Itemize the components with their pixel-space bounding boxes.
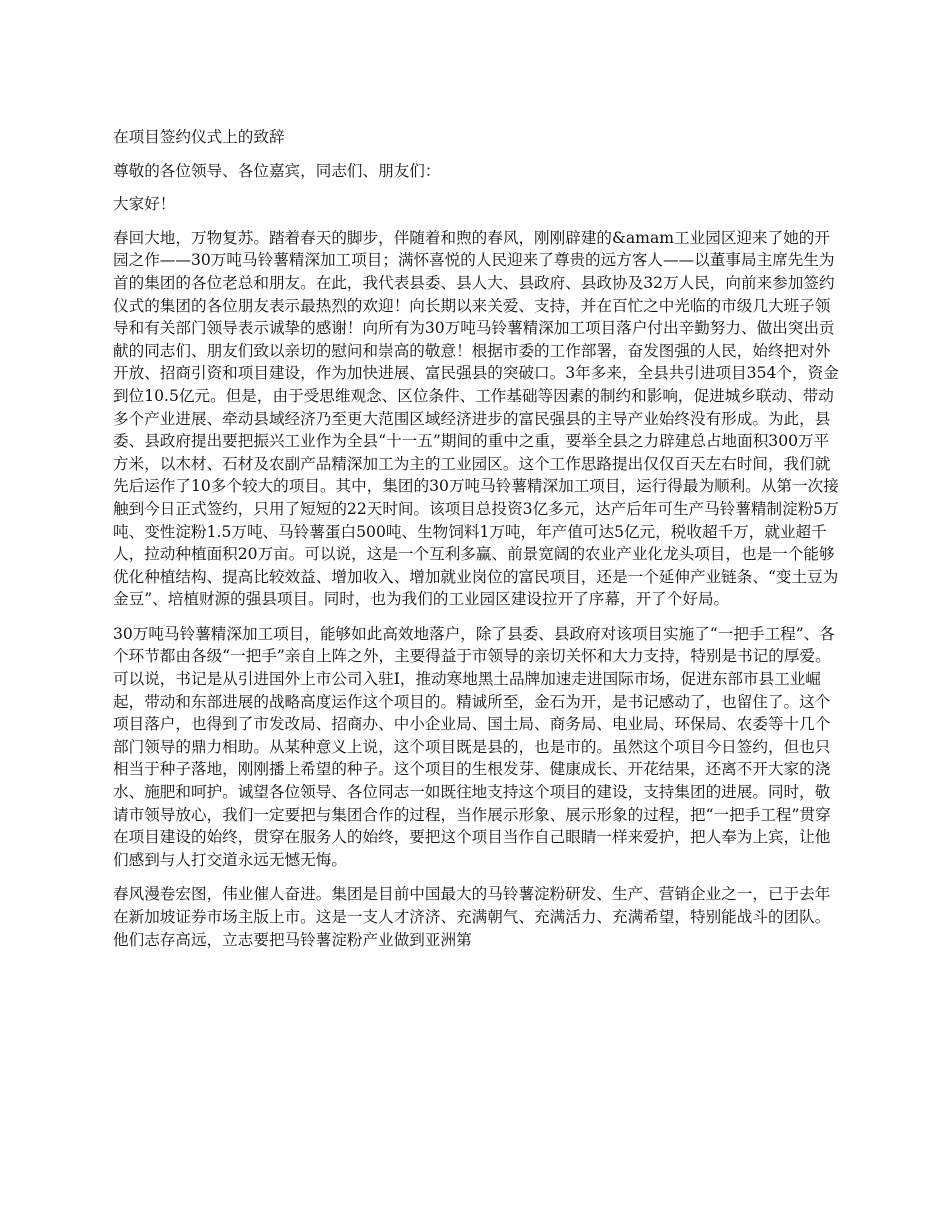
paragraph-1: 春回大地，万物复苏。踏着春天的脚步，伴随着和煦的春风，刚刚辟建的&amam工业园区迎来了她的开园之作——30万吨马铃薯精深加工项目；满怀喜悦的人民迎来了尊贵的远方客人——以董事局主席先生为首的集团的各位老总和朋友。在此，我代表县委、县人大、县政府、县政协及32万人民，向前来参加签约仪式的集团的各位朋友表示最热烈的欢迎！向长期以来关爱、支持，并在百忙之中光临的市级几大班子领导和有关部门领导表示诚挚的感谢！向所有为30万吨马铃薯精深加工项目落户付出辛勤努力、做出突出贡献的同志们、朋友们致以亲切的慰问和崇高的敬意！根据市委的工作部署，奋发图强的人民，始终把对外开放、招商引资和项目建设，作为加快进展、富民强县的突破口。3年多来，全县共引进项目354个，资金到位10.5亿元。但是，由于受思维观念、区位条件、工作基础等因素的制约和影响，促进城乡联动、带动多个产业进展、牵动县域经济乃至更大范围区域经济进步的富民强县的主导产业始终没有形成。为此，县委、县政府提出要把振兴工业作为全县“十一五”期间的重中之重，要举全县之力辟建总占地面积300万平方米，以木材、石材及农副产品精深加工为主的工业园区。这个工作思路提出仅仅百天左右时间，我们就先后运作了10多个较大的项目。其中，集团的30万吨马铃薯精深加工项目，运行得最为顺利。从第一次接触到今日正式签约，只用了短短的22天时间。该项目总投资3亿多元，达产后年可生产马铃薯精制淀粉5万吨、变性淀粉1.5万吨、马铃薯蛋白500吨、生物饲料1万吨，年产值可达5亿元，税收超千万，就业超千人，拉动种植面积20万亩。可以说，这是一个互利多赢、前景宽阔的农业产业化龙头项目，也是一个能够优化种植结构、提高比较效益、增加收入、增加就业岗位的富民项目，还是一个延伸产业链条、“变土豆为金豆”、培植财源的强县项目。同时，也为我们的工业园区建设拉开了序幕，开了个好局。 bbox=[113, 228, 839, 609]
paragraph-3: 春风漫卷宏图，伟业催人奋进。集团是目前中国最大的马铃薯淀粉研发、生产、营销企业之一，已于去年在新加坡证券市场主版上市。这是一支人才济济、充满朝气、充满活力、充满希望，特别能战斗的团队。他们志存高远，立志要把马铃薯淀粉产业做到亚洲第 bbox=[113, 885, 831, 949]
greeting-line: 大家好！ bbox=[113, 195, 176, 214]
document-title: 在项目签约仪式上的致辞 bbox=[113, 128, 285, 146]
salutation-line: 尊敬的各位领导、各位嘉宾，同志们、朋友们： bbox=[113, 161, 441, 180]
paragraph-2: 30万吨马铃薯精深加工项目，能够如此高效地落户，除了县委、县政府对该项目实施了“一把手工程”、各个环节都由各级“一把手”亲自上阵之外，主要得益于市领导的亲切关怀和大力支持，特别是书记的厚爱。可以说，书记是从引进国外上市公司入驻I，推动寒地黑土品牌加速走进国际市场，促进东部市县工业崛起，带动和东部进展的战略高度运作这个项目的。精诚所至，金石为开，是书记感动了，也留住了。这个项目落户，也得到了市发改局、招商办、中小企业局、国土局、商务局、电业局、环保局、农委等十几个部门领导的鼎力相助。从某种意义上说，这个项目既是县的，也是市的。虽然这个项目今日签约，但也只相当于种子落地，刚刚播上希望的种子。这个项目的生根发芽、健康成长、开花结果，还离不开大家的浇水、施肥和呵护。诚望各位领导、各位同志一如既往地支持这个项目的建设，支持集团的进展。同时，敬请市领导放心，我们一定要把与集团合作的过程，当作展示形象、展示形象的过程，把“一把手工程”贯穿在项目建设的始终，贯穿在服务人的始终，要把这个项目当作自己眼睛一样来爱护，把人奉为上宾，让他们感到与人打交道永远无憾无悔。 bbox=[113, 624, 835, 869]
document-body bbox=[113, 126, 843, 963]
